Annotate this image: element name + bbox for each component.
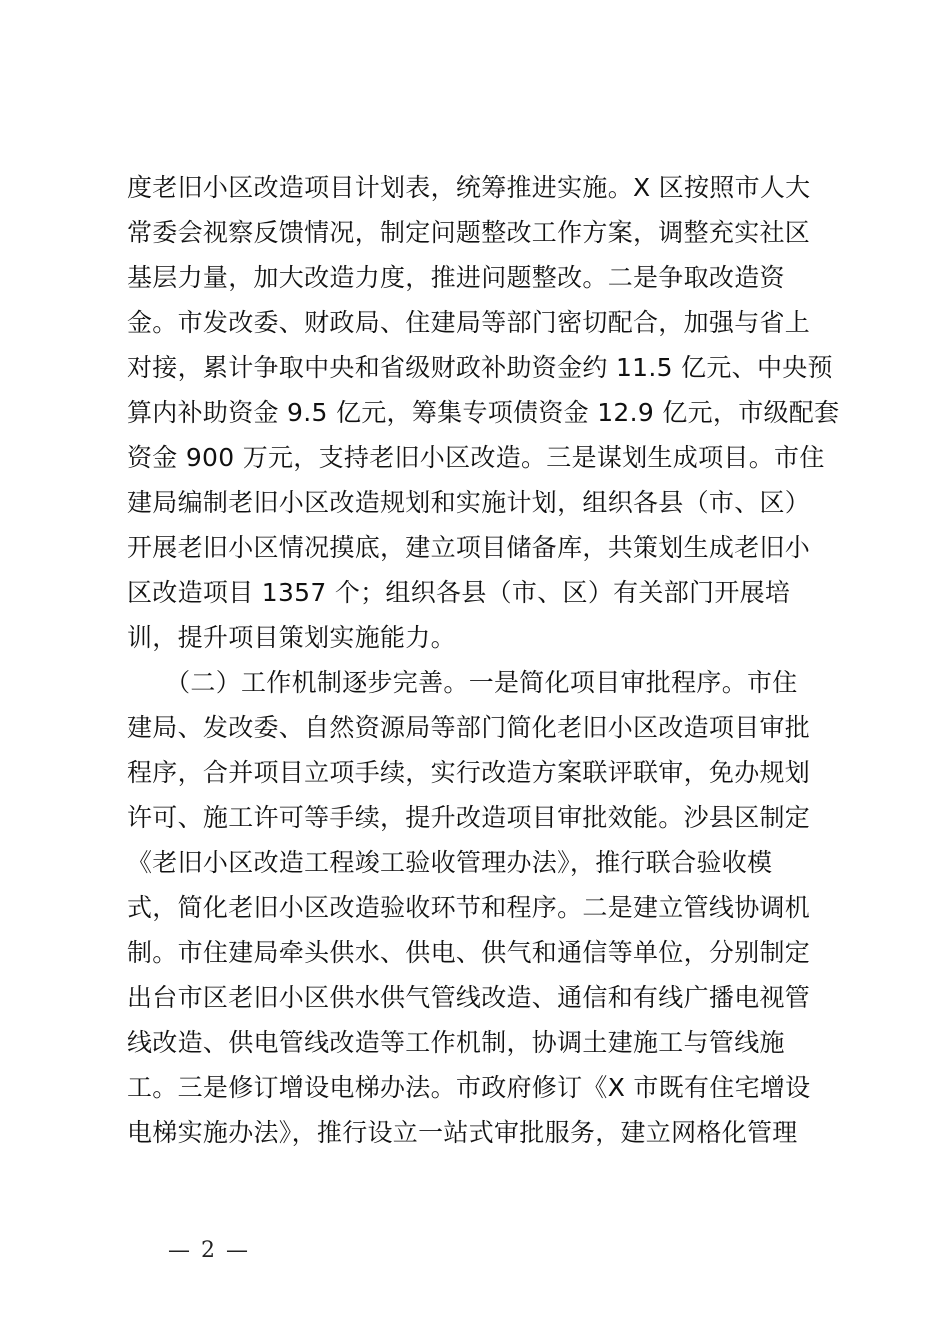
text-line: 区改造项目 1357 个；组织各县（市、区）有关部门开展培 bbox=[127, 578, 791, 607]
text-line: 训，提升项目策划实施能力。 bbox=[127, 623, 456, 652]
text-line: 基层力量，加大改造力度，推进问题整改。二是争取改造资 bbox=[127, 263, 785, 292]
text-line: 线改造、供电管线改造等工作机制，协调土建施工与管线施 bbox=[127, 1028, 785, 1057]
text-line: 算内补助资金 9.5 亿元，筹集专项债资金 12.9 亿元，市级配套 bbox=[127, 398, 840, 427]
text-line: 度老旧小区改造项目计划表，统筹推进实施。X 区按照市人大 bbox=[127, 173, 811, 202]
text-line: 式，简化老旧小区改造验收环节和程序。二是建立管线协调机 bbox=[127, 893, 811, 922]
text-line: 出台市区老旧小区供水供气管线改造、通信和有线广播电视管 bbox=[127, 983, 811, 1012]
text-line: 工。三是修订增设电梯办法。市政府修订《X 市既有住宅增设 bbox=[127, 1073, 811, 1102]
text-line: 建局、发改委、自然资源局等部门简化老旧小区改造项目审批 bbox=[127, 713, 811, 742]
text-line: 制。市住建局牵头供水、供电、供气和通信等单位，分别制定 bbox=[127, 938, 811, 967]
text-line: 资金 900 万元，支持老旧小区改造。三是谋划生成项目。市住 bbox=[127, 443, 825, 472]
page-number: — 2 — bbox=[168, 1238, 250, 1263]
text-line: 建局编制老旧小区改造规划和实施计划，组织各县（市、区） bbox=[127, 488, 811, 517]
text-line: 《老旧小区改造工程竣工验收管理办法》，推行联合验收模 bbox=[127, 848, 773, 877]
text-line: 金。市发改委、财政局、住建局等部门密切配合，加强与省上 bbox=[127, 308, 811, 337]
text-line: 许可、施工许可等手续，提升改造项目审批效能。沙县区制定 bbox=[127, 803, 811, 832]
text-line: 开展老旧小区情况摸底，建立项目储备库，共策划生成老旧小 bbox=[127, 533, 811, 562]
text-line: 程序，合并项目立项手续，实行改造方案联评联审，免办规划 bbox=[127, 758, 811, 787]
body-text bbox=[127, 165, 847, 1155]
text-line: 电梯实施办法》，推行设立一站式审批服务，建立网格化管理 bbox=[127, 1118, 798, 1147]
text-line: （二）工作机制逐步完善。一是简化项目审批程序。市住 bbox=[127, 668, 798, 697]
text-line: 对接，累计争取中央和省级财政补助资金约 11.5 亿元、中央预 bbox=[127, 353, 833, 382]
text-line: 常委会视察反馈情况，制定问题整改工作方案，调整充实社区 bbox=[127, 218, 811, 247]
